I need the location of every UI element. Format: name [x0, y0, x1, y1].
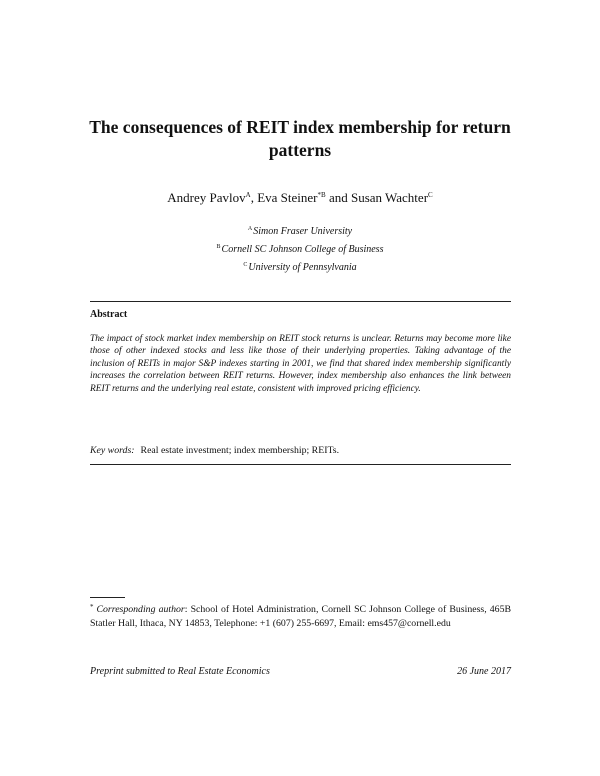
author-mark: C: [428, 191, 433, 199]
author-name: Eva Steiner: [257, 190, 318, 205]
author-list: [60, 190, 540, 206]
affiliation-mark: B: [216, 244, 221, 250]
paper-title: The consequences of REIT index membership for return patterns: [89, 117, 511, 160]
affiliation-mark: C: [243, 262, 248, 268]
preprint-notice: Preprint submitted to Real Estate Economics: [90, 666, 270, 677]
author-mark: *B: [317, 191, 326, 199]
abstract-top-rule: [90, 301, 511, 302]
affiliation: [60, 244, 540, 255]
footnote-rule: [90, 597, 125, 598]
affiliation: [60, 262, 540, 273]
affiliation-mark: A: [247, 226, 253, 232]
abstract-bottom-rule: [90, 464, 511, 465]
footnote: [90, 600, 511, 631]
footnote-symbol: *: [90, 603, 94, 611]
footnote-label: Corresponding author: [96, 604, 185, 615]
author-mark: A: [245, 191, 251, 199]
author-separator: and: [325, 190, 351, 205]
affiliation-name: University of Pennsylvania: [248, 262, 357, 273]
affiliation-name: Cornell SC Johnson College of Business: [221, 244, 384, 255]
keywords: [90, 445, 339, 456]
author-separator: ,: [250, 190, 258, 205]
affiliation: [60, 226, 540, 237]
abstract-heading: Abstract: [90, 309, 128, 320]
footnote-text: : School of Hotel Administration, Cornell SC Johnson College of Business, 465B Statler Hall, Ithaca, NY 14853, Telephone: +1 (607) 255-6697, Email: ems457@cornell.edu: [90, 604, 512, 630]
affiliation-name: Simon Fraser University: [253, 226, 353, 237]
keywords-text: Real estate investment; index membership; REITs.: [140, 445, 340, 456]
keywords-label: Key words:: [90, 445, 135, 456]
author-name: Andrey Pavlov: [167, 190, 246, 205]
submission-date: 26 June 2017: [457, 666, 511, 677]
author-name: Susan Wachter: [350, 190, 429, 205]
abstract-text: The impact of stock market index membership on REIT stock returns is unclear. Returns may become more like those of other indexed stocks and less like those of their underlying properties. Taking advantage of the inclusion of REITs in major S&P indexes starting in 2001, we find that shared index membership significantly increases the correlation between REIT returns. However, index membership also enhances the link between REIT returns and the underlying real estate, consistent with improved pricing efficiency.: [90, 334, 511, 394]
